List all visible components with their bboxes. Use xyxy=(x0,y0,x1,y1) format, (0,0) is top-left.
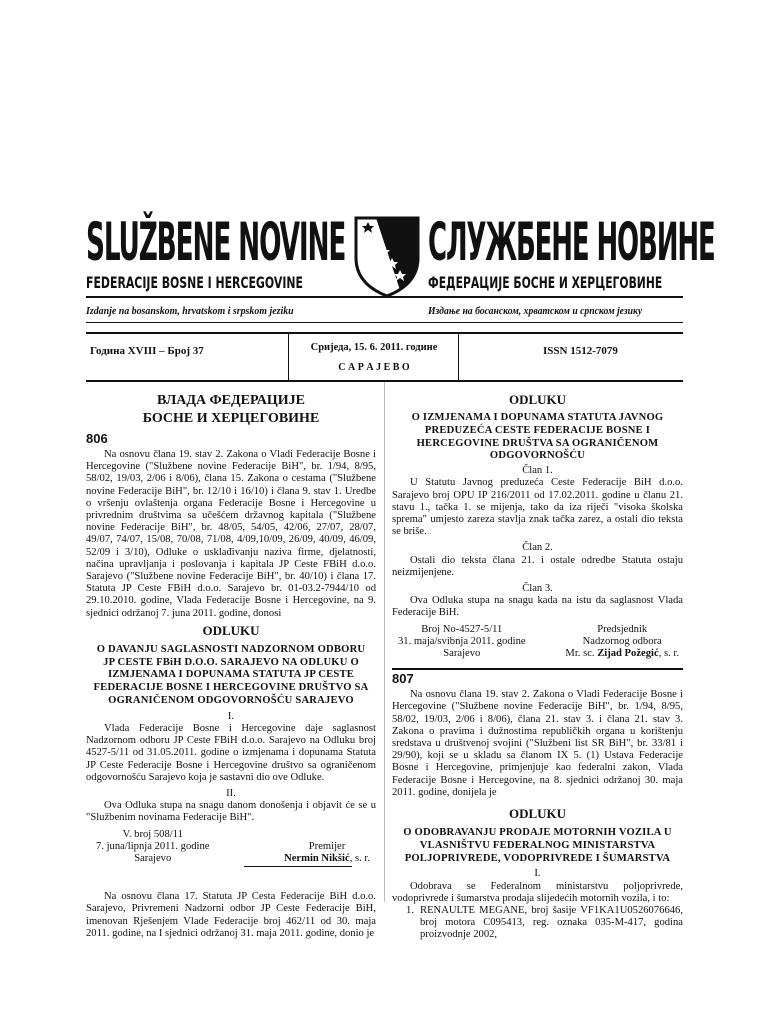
vehicle-list-item-number: 1. xyxy=(406,905,414,917)
masthead-subtitle-cyrillic: ФЕДЕРАЦИЈЕ БОСНЕ И ХЕРЦЕГОВИНЕ xyxy=(428,274,663,293)
sig-806-number: V. broj 508/11 xyxy=(122,828,183,840)
sig-statute-number: Broj No-4527-5/11 xyxy=(421,623,503,635)
masthead-title-latin: SLUŽBENE NOVINE xyxy=(86,212,346,274)
government-heading-line1: ВЛАДА ФЕДЕРАЦИЈЕ xyxy=(157,393,305,408)
issue-bar-divider-right xyxy=(458,334,459,380)
sig-806-title: Premijer xyxy=(308,840,346,852)
issue-date: Сриједа, 15. 6. 2011. године xyxy=(310,342,438,353)
issue-year-number: Година XVIII – Број 37 xyxy=(90,345,204,357)
sig-806-sr: , s. r. xyxy=(349,852,370,864)
paragraph-807-intro-left: Na osnovu člana 17. Statuta JP Cesta Federacije BiH d.o.o. Sarajevo, Privremeni Nadzorni odbor JP Ceste Federacije BiH, imenovan Rješenjem Vlade Federacije broj 462/11 od 30. maja 2011. godine, na I sjednici održanoj 31. maja 2011. godine, donio je xyxy=(86,891,376,939)
issue-bar-top-rule xyxy=(86,332,683,334)
right-column xyxy=(392,392,683,942)
issue-issn: ISSN 1512-7079 xyxy=(543,345,618,357)
paragraph-clan-1: U Statutu Javnog preduzeća Ceste Federacije BiH d.o.o. Sarajevo broj OPU IP 216/2011 od 17.02.2011. godine u članu 21. stavu 1., tačka 1. se mijenja, tako da iza riječi "visoka školska sprema" umjesto zareza stavlja znak tačka zarez, a ostali dio teksta se briše. xyxy=(392,477,683,538)
act-number-806: 806 xyxy=(86,431,108,446)
masthead-languages-cyrillic: Издање на босанском, хрватском и српском језику xyxy=(428,305,643,317)
masthead-subtitle-latin: FEDERACIJE BOSNE I HERCEGOVINE xyxy=(86,274,303,293)
act-separator-rule xyxy=(392,668,683,670)
vehicle-list-item-text: RENAULTE MEGANE, broj šasije VF1KA1U0526076646, broj motora C095413, reg. oznaka 035-M-417, godina proizvodnje 2002, xyxy=(420,905,683,941)
section-i: I. xyxy=(227,710,235,722)
masthead-title-cyrillic: СЛУЖБЕНЕ НОВИНЕ xyxy=(428,212,715,274)
odluku-heading-807: ODLUKU xyxy=(508,806,567,822)
sig-statute-title2: Nadzornog odbora xyxy=(582,635,662,647)
paragraph-807-preamble: Na osnovu člana 19. stav 2. Zakona o Vladi Federacije Bosne i Hercegovine ("Službene novine Federacije BiH", br. 1/94, 8/95, 58/02, 19/03, 2/06 i 8/06), člana 21. stav 3. i člana 21. stav 3. Zakona o pravima i dužnostima republičkih organa u korištenju sredstava u društvenoj svojini ("Službeni list SR BiH", br. 33/81 i 29/90), koji se u skladu sa članom IX 5. (1) Ustava Federacije Bosne i Hercegovine, primjenjuje kao federalni zakon, Vlada Federacije Bosne i Hercegovine, na 8. sjednici održanoj 30. maja 2011. godine, donijela je xyxy=(392,689,683,798)
paragraph-clan-3: Ova Odluka stupa na snagu kada na istu da saglasnost Vlada Federacije BiH. xyxy=(392,595,683,619)
sig-statute-place: Sarajevo xyxy=(443,648,481,660)
clan-2: Član 2. xyxy=(522,542,553,554)
decision-title-806: O DAVANJU SAGLASNOSTI NADZORNOM ODBORU JP CESTE FBiH D.O.O. SARAJEVO NA ODLUKU O IZMJENAMA I DOPUNAMA STATUTA JP CESTE FEDERACIJE BOSNE I HERCEGOVINE DRUŠTVO SA OGRANIČENOM ODGOVORNOŠĆU SARAJEVO xyxy=(93,643,369,707)
decision-title-807: O ODOBRAVANJU PRODAJE MOTORNIH VOZILA U VLASNIŠTVU FEDERALNOG MINISTARSTVA POLJOPRIVREDE, VODOPRIVREDE I ŠUMARSTVA xyxy=(403,827,672,864)
issue-city: С А Р А Ј Е В О xyxy=(338,362,410,373)
government-heading-line2: БОСНЕ И ХЕРЦЕГОВИНЕ xyxy=(142,411,320,426)
decision-title-statute: O IZMJENAMA I DOPUNAMA STATUTA JAVNOG PREDUZEĆA CESTE FEDERACIJE BOSNE I HERCEGOVINE DRUŠTVA SA OGRANIČENOM ODGOVORNOŠĆU xyxy=(411,412,664,462)
coat-of-arms-emblem xyxy=(352,214,422,299)
sig-statute-sr: , s. r. xyxy=(658,648,679,660)
paragraph-806-preamble: Na osnovu člana 19. stav 2. Zakona o Vladi Federacije Bosne i Hercegovine ("Službene novine Federacije BiH", br. 1/94, 8/95, 58/02, 19/03, 2/06 i 8/06), člana 15. Zakona o cestama ("Službene novine Federacije BiH", br. 12/10 i 16/10) i člana 9. stav 1. Uredbe o vršenju ovlaštenja organa Federacije Bosne i Hercegovine u privrednim društvima sa učešćem državnog kapitala ("Službene novine Federacije BiH", br. 48/05, 54/05, 42/06, 27/07, 28/07, 49/07, 74/07, 15/08, 70/08, 71/08, 4/09,10/09, 26/09, 40/09, 46/09, 52/09 i 3/10), Odluke o usklađivanju naziva firme, djelatnosti, načina upravljanja i poslovanja i kapitala JP Ceste FBiH d.o.o. Sarajevo ("Službene novine Federacije BiH", br. 40/10) i člana 17. Statuta JP Ceste FBiH d.o.o. Sarajevo br. 01-03.2-7944/10 od 29.10.2010. godine, Vlada Federacije Bosne i Hercegovine, na 9. sjednici održanoj 7. juna 2011. godine, donosi xyxy=(86,449,376,619)
section-i-807: I. xyxy=(534,868,541,880)
paragraph-clan-2: Ostali dio teksta člana 21. i ostale odredbe Statuta ostaju neizmijenjene. xyxy=(392,554,683,578)
sig-statute-prefix: Mr. sc. xyxy=(565,648,598,660)
odluku-heading: ODLUKU xyxy=(202,622,260,638)
paragraph-806-section-ii: Ova Odluka stupa na snagu danom donošenja i objavit će se u "Službenim novinama Federacije BiH". xyxy=(86,800,376,824)
vehicle-list-item xyxy=(392,905,683,942)
act-number-807: 807 xyxy=(392,671,414,687)
masthead-rule-thin xyxy=(86,322,683,323)
sig-806-place: Sarajevo xyxy=(134,853,172,865)
clan-1: Član 1. xyxy=(522,465,553,477)
sig-statute-title1: Predsjednik xyxy=(597,623,648,635)
issue-bar-divider-left xyxy=(288,334,289,380)
signature-block-statute xyxy=(392,624,683,661)
column-divider xyxy=(384,382,385,902)
paragraph-807-section-i: Odobrava se Federalnom ministarstvu poljoprivrede, vodoprivrede i šumarstva prodaja slijedećih motornih vozila, i to: xyxy=(392,880,683,904)
sig-statute-date: 31. maja/svibnja 2011. godine xyxy=(398,635,526,647)
odluku-heading-right: ODLUKU xyxy=(508,392,567,407)
section-ii: II. xyxy=(226,788,236,800)
sig-806-date: 7. juna/lipnja 2011. godine xyxy=(96,840,210,852)
signature-block-806 xyxy=(86,829,376,866)
clan-3: Član 3. xyxy=(522,583,553,595)
paragraph-806-section-i: Vlada Federacije Bosne i Hercegovine daje saglasnost Nadzornom odboru JP Ceste FBiH d.o.o. Sarajevo na Odluku broj 4527-5/11 od 31.05.2011. godine o izmjenama i dopunama Statuta JP Ceste Federacije Bosne i Hercegovine društvo sa ograničenom odgovornošću Sarajevo koja je sastavni dio ove Odluke. xyxy=(86,723,376,783)
sig-806-name: Nermin Nikšić xyxy=(284,852,350,864)
masthead-rule xyxy=(86,296,683,298)
masthead-languages-latin: Izdanje na bosanskom, hrvatskom i srpskom jeziku xyxy=(86,305,294,317)
sig-statute-name: Zijad Požegić xyxy=(597,648,659,660)
signature-rule-806 xyxy=(244,866,352,867)
left-column xyxy=(86,392,376,940)
